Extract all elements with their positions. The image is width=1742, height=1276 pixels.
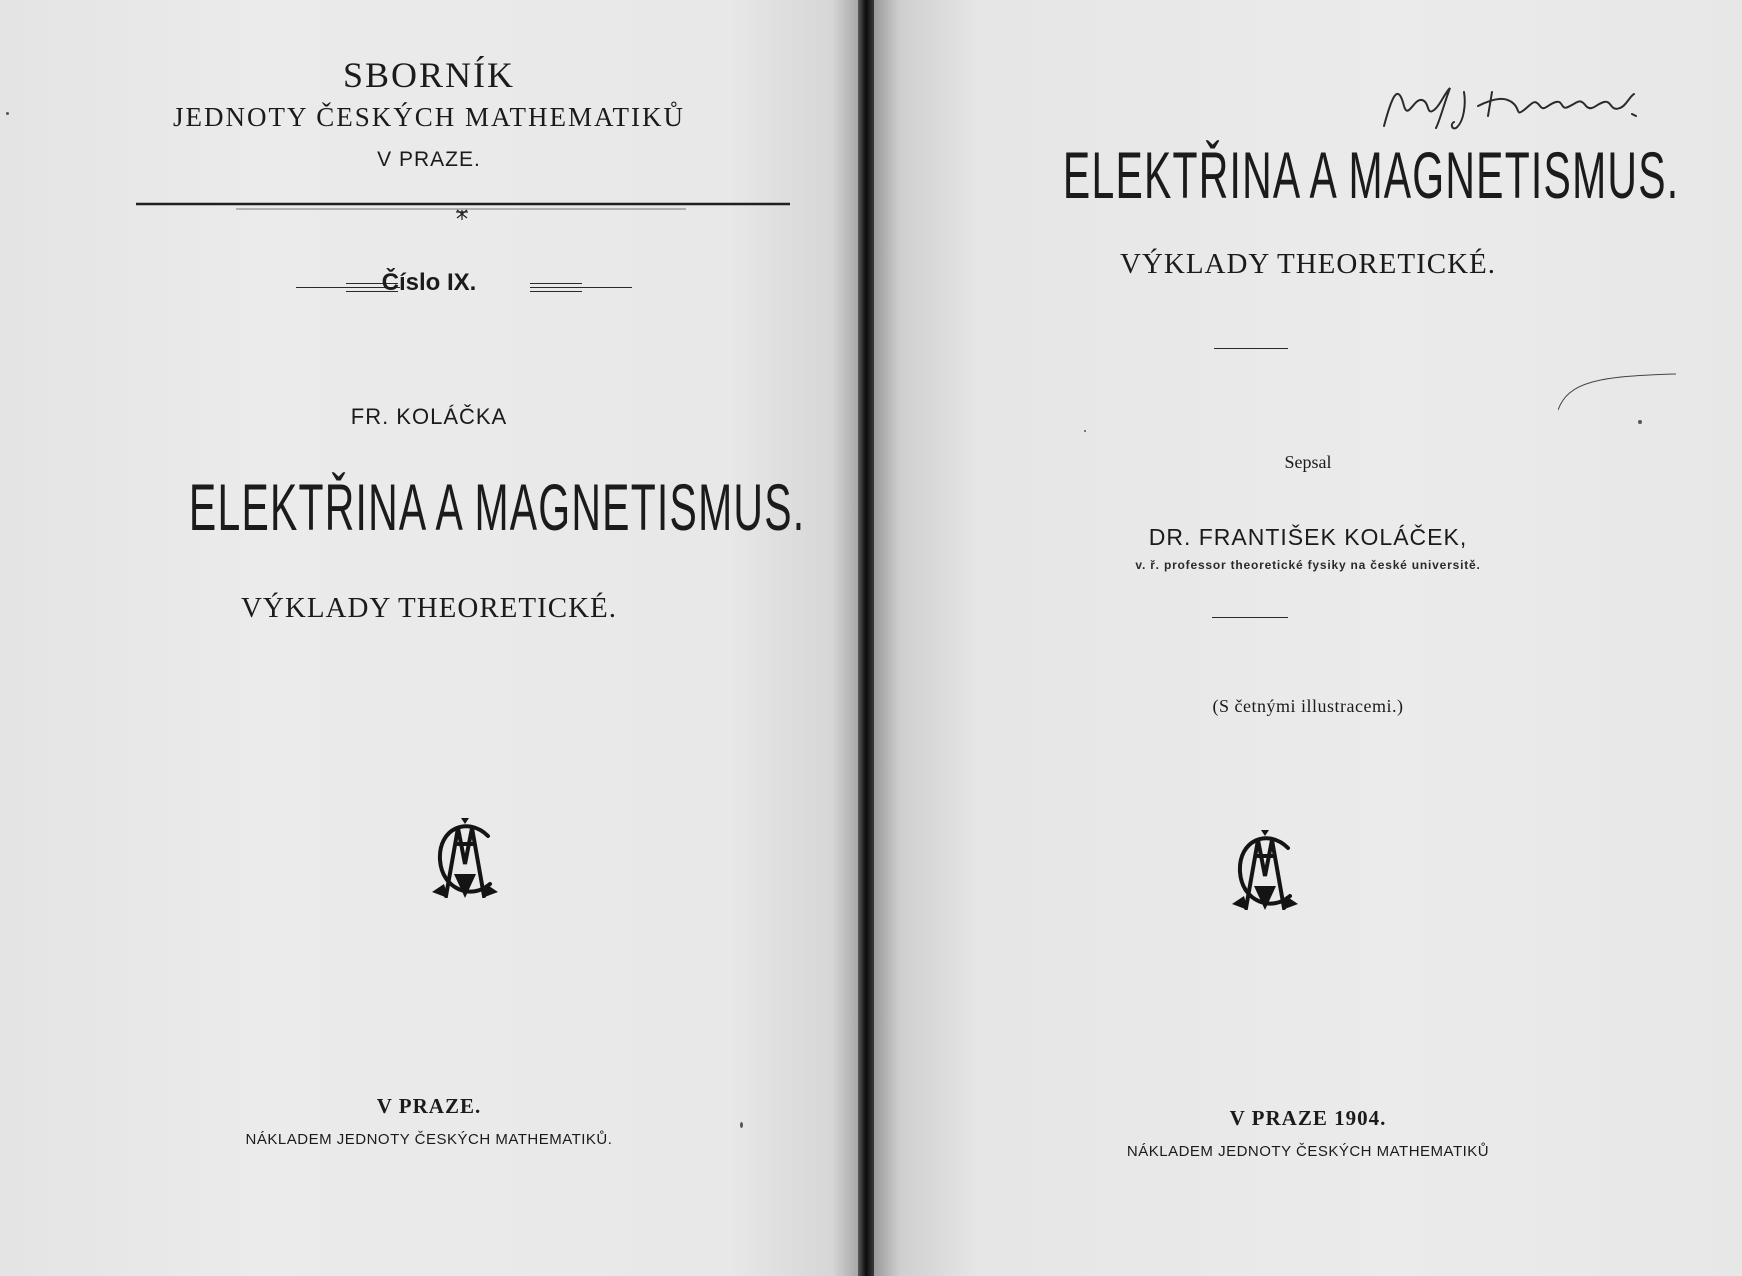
- author-name: DR. FRANTIŠEK KOLÁČEK,: [1148, 524, 1468, 550]
- separator-rule: [1214, 348, 1288, 349]
- author-genitive: FR. KOLÁČKA: [350, 404, 508, 429]
- book-title: [0, 470, 858, 544]
- number-rule-right-double: [530, 283, 582, 284]
- handwritten-signature-icon: [1374, 76, 1674, 136]
- imprint-publisher: NÁKLADEM JEDNOTY ČESKÝCH MATHEMATIKŮ.: [245, 1131, 613, 1148]
- by-label: Sepsal: [1284, 452, 1332, 472]
- series-city: V PRAZE.: [377, 148, 481, 171]
- number-rule-right: [530, 287, 632, 288]
- number-rule-right-double-2: [530, 291, 582, 292]
- book-gutter: [858, 0, 874, 1276]
- book-title: [874, 138, 1742, 212]
- illustrations-note: (S četnými illustracemi.): [1212, 696, 1404, 716]
- left-page: [0, 0, 858, 1276]
- right-page: [874, 0, 1742, 1276]
- imprint-publisher: NÁKLADEM JEDNOTY ČESKÝCH MATHEMATIKŮ: [1126, 1143, 1490, 1160]
- society-name: JEDNOTY ČESKÝCH MATHEMATIKŮ: [173, 102, 685, 132]
- separator-rule: [1212, 617, 1288, 618]
- imprint-place: V PRAZE.: [376, 1094, 482, 1118]
- book-subtitle: VÝKLADY THEORETICKÉ.: [240, 592, 617, 624]
- book-title-text: ELEKTŘINA A MAGNETISMUS.: [1062, 138, 1680, 212]
- paper-speck: [1638, 420, 1642, 424]
- jcm-monogram-icon: [1228, 826, 1302, 916]
- asterisk-ornament-icon: [136, 198, 790, 222]
- jcm-monogram-icon: [428, 814, 502, 904]
- book-subtitle: VÝKLADY THEORETICKÉ.: [1119, 248, 1496, 280]
- series-number: Číslo IX.: [381, 269, 477, 296]
- author-credential: v. ř. professor theoretické fysiky na české universitě.: [1135, 558, 1481, 572]
- imprint-place-year: V PRAZE 1904.: [1229, 1106, 1387, 1130]
- paper-speck: [740, 1122, 743, 1128]
- series-title: SBORNÍK: [342, 55, 516, 95]
- pencil-mark: [1558, 372, 1678, 412]
- paper-speck: [1084, 430, 1086, 432]
- paper-speck: [6, 112, 9, 115]
- book-title-text: ELEKTŘINA A MAGNETISMUS.: [188, 470, 806, 544]
